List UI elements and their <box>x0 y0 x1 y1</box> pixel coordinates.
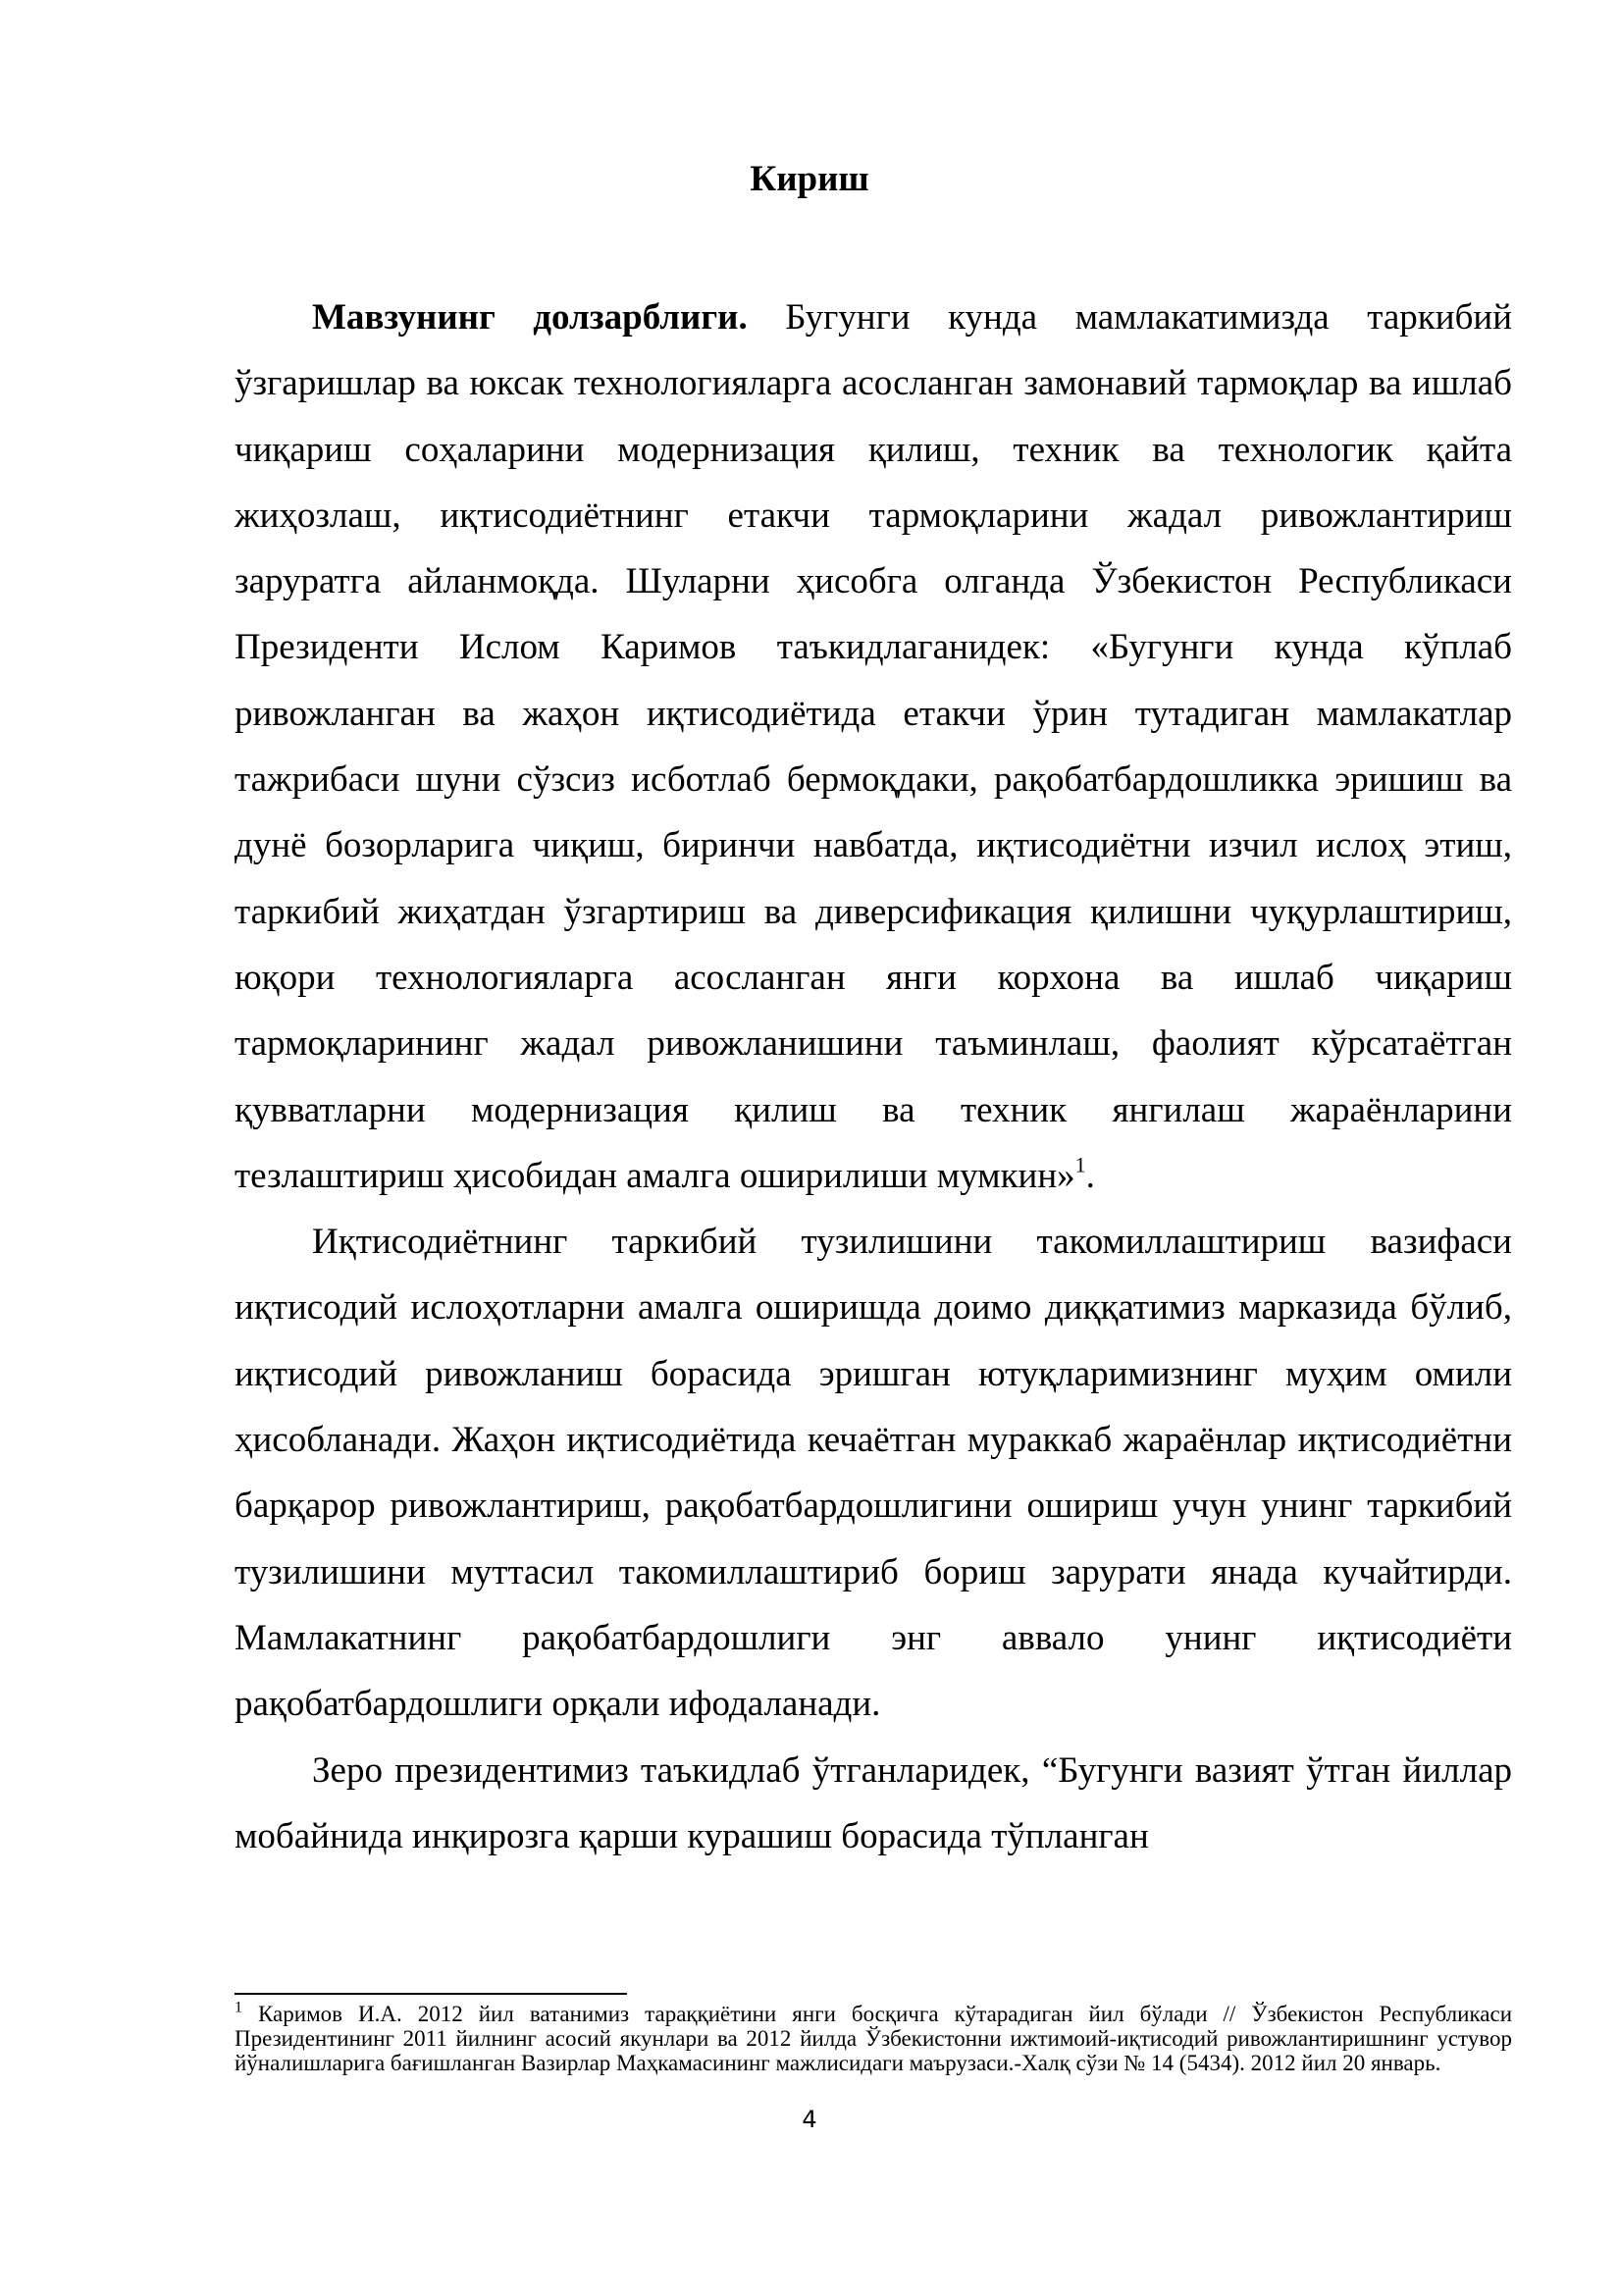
paragraph-relevance <box>235 285 1512 1209</box>
page-title: Кириш <box>750 159 869 199</box>
paragraph-president-quote: Зеро президентимиз таъкидлаб ўтганларидек, “Бугунги вазият ўтган йиллар мобайнида инқирозга қарши курашиш борасида тўпланган <box>235 1749 1512 1856</box>
paragraph-structure: Иқтисодиётнинг таркибий тузилишини такомиллаштириш вазифаси иқтисодий ислоҳотларни амалга оширишда доимо диққатимиз марказида бўлиб, иқтисодий ривожланиш борасида эришган ютуқларимизнинг муҳим омили ҳисобланади. Жаҳон иқтисодиётида кечаётган мураккаб жараёнлар иқтисодиётни барқарор ривожлантириш, рақобатбардошлигини ошириш учун унинг таркибий тузилишини муттасил такомиллаштириб бориш зарурати янада кучайтирди. Мамлакатнинг рақобатбардошлиги энг аввало унинг иқтисодиёти рақобатбардошлиги орқали ифодаланади. <box>235 1222 1512 1725</box>
footnote-number: 1 <box>235 1999 242 2016</box>
footnote-separator <box>235 1993 627 1995</box>
footnote-reference[interactable]: 1 <box>1074 1152 1086 1177</box>
footnote-text: Каримов И.А. 2012 йил ватанимиз тараққиётини янги босқичга кўтарадиган йил бўлади // Ўзбекистон Республикаси Президентининг 2011 йилнинг асосий якунлари ва 2012 йилда Ўзбекистонни ижтимоий-иқтисодий ривожлантиришнинг устувор йўналишларига бағишланган Вазирлар Маҳкамасининг мажлисидаги маърузаси.-Халқ сўзи № 14 (5434). 2012 йил 20 январь. <box>235 2002 1512 2075</box>
paragraph-relevance-text: Бугунги кунда мамлакатимизда таркибий ўзгаришлар ва юксак технологияларга асосланган замонавий тармоқлар ва ишлаб чиқариш соҳаларини модернизация қилиш, техник ва технологик қайта жиҳозлаш, иқтисодиётнинг етакчи тармоқларини жадал ривожлантириш заруратга айланмоқда. Шуларни ҳисобга олганда Ўзбекистон Республикаси Президенти Ислом Каримов таъкидлаганидек: «Бугунги кунда кўплаб ривожланган ва жаҳон иқтисодиётида етакчи ўрин тутадиган мамлакатлар тажрибаси шуни сўзсиз исботлаб бермоқдаки, рақобатбардошликка эришиш ва дунё бозорларига чиқиш, биринчи навбатда, иқтисодиётни изчил ислоҳ этиш, таркибий жиҳатдан ўзгартириш ва диверсификация қилишни чуқурлаштириш, юқори технологияларга асосланган янги корхона ва ишлаб чиқариш тармоқларининг жадал ривожланишини таъминлаш, фаолият кўрсатаётган қувватларни модернизация қилиш ва техник янгилаш жараёнларини тезлаштириш ҳисобидан амалга оширилиши мумкин» <box>235 297 1513 1196</box>
paragraph-lead-heading: Мавзунинг долзарблиги. <box>312 297 748 338</box>
page-number: 4 <box>802 2106 817 2133</box>
body-text <box>235 285 1512 1869</box>
paragraph-relevance-end: . <box>1085 1155 1095 1196</box>
footnote <box>235 1999 1512 2075</box>
